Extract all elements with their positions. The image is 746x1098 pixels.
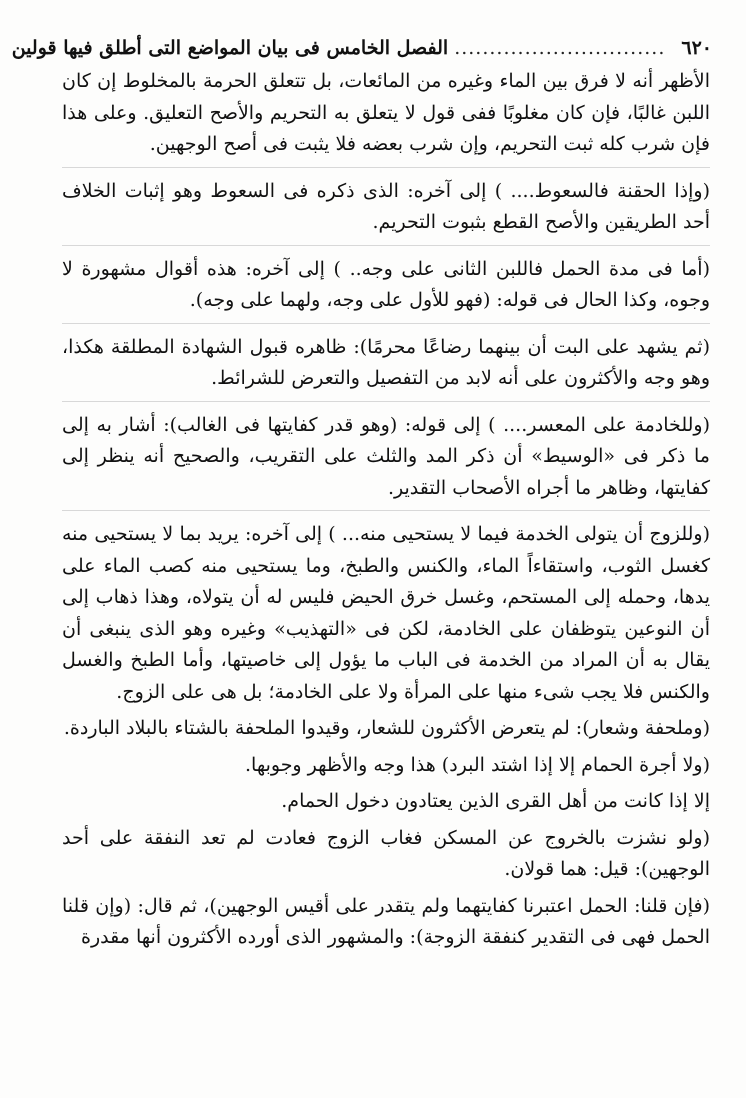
paragraph: (أما فى مدة الحمل فاللبن الثانى على وجه.. ) إلى آخره: هذه أقوال مشهورة لا وجوه، وكذا الحال فى قوله: (فهو للأول على وجه، ولهما على وجه). (62, 257, 710, 311)
paragraph: (فإن قلنا: الحمل اعتبرنا كفايتهما ولم يتقدر على أقيس الوجهين)، ثم قال: (وإن قلنا الحمل فهى فى التقدير كنفقة الزوجة): والمشهور الذى أورده الأكثرون أنها مقدرة (62, 894, 710, 948)
paragraph: (وللزوج أن يتولى الخدمة فيما لا يستحيى منه... ) إلى آخره: يريد بما لا يستحيى منه كغسل الثوب، واستقاءاً الماء، والكنس والطبخ، وما يستحيى منه كصب الماء على يدها، وحمله إلى المستحم، وغسل خرق الحيض فليس له أن يتولاه، وهذا ذهاب إلى أن النوعين يتوظفان على الخادمة، لكن فى «التهذيب» وغيره وهو الذى ينبغى أن يقال به أن المراد من الخدمة فى الباب ما يؤول إلى خاصيتها، وأما الطبخ والغسل والكنس فلا يجب شىء منها على المرأة ولا على الخادمة؛ بل هى على الزوج. (62, 523, 710, 703)
chapter-title: الفصل الخامس فى بيان المواضع التى أطلق فيها قولين (11, 37, 449, 59)
paragraph-divider (62, 401, 710, 402)
page-body (62, 66, 710, 959)
paragraph-divider (62, 323, 710, 324)
page-number: ٦٢٠ (681, 37, 712, 59)
paragraph: (وملحفة وشعار): لم يتعرض الأكثرون للشعار، وقيدوا الملحفة بالشتاء بالبلاد الباردة. (63, 717, 710, 739)
page-header (11, 30, 712, 66)
paragraph: (ولو نشزت بالخروج عن المسكن فغاب الزوج فعادت لم تعد النفقة على أحد الوجهين): قيل: هما قولان. (62, 826, 710, 880)
paragraph: إلا إذا كانت من أهل القرى الذين يعتادون دخول الحمام. (281, 790, 710, 812)
header-leader-dots: .............................. (454, 37, 666, 59)
paragraph: (ولا أجرة الحمام إلا إذا اشتد البرد) هذا وجه والأظهر وجوبها. (245, 753, 710, 776)
paragraph-divider (62, 167, 710, 168)
paragraph-divider (62, 510, 710, 511)
paragraph-divider (62, 245, 710, 246)
paragraph: (وإذا الحقنة فالسعوط.... ) إلى آخره: الذى ذكره فى السعوط وهو إثبات الخلاف أحد الطريقين والأصح القطع بثبوت التحريم. (62, 179, 710, 233)
paragraph: الأظهر أنه لا فرق بين الماء وغيره من المائعات، بل تتعلق الحرمة بالمخلوط إن كان اللبن غالبًا، فإن كان مغلوبًا ففى قول لا يتعلق به التحريم والأصح التعليق. وعلى هذا فإن شرب كله ثبت التحريم، وإن شرب بعضه فلا يثبت فى أصح الوجهين. (62, 70, 710, 155)
paragraph: (ثم يشهد على البت أن بينهما رضاعًا محرمًا): ظاهره قبول الشهادة المطلقة هكذا، وهو وجه والأكثرون على أنه لابد من التفصيل والتعرض للشرائط. (62, 335, 710, 389)
paragraph: (وللخادمة على المعسر.... ) إلى قوله: (وهو قدر كفايتها فى الغالب): أشار به إلى ما ذكر فى «الوسيط» أن ذكر المد والثلث على التقريب، والصحيح أنه ينظر إلى كفايتها، وظاهر ما أجراه الأصحاب التقدير. (62, 413, 710, 499)
